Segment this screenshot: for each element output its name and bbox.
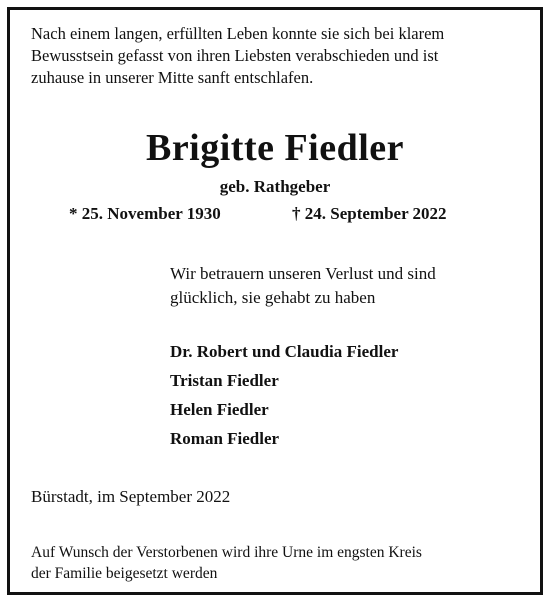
family-member: Dr. Robert und Claudia Fiedler <box>170 342 399 361</box>
birth-date: * 25. November 1930 <box>69 204 221 223</box>
death-date: † 24. September 2022 <box>292 204 447 223</box>
place-and-date: Bürstadt, im September 2022 <box>31 487 231 506</box>
mourning-line: Wir betrauern unseren Verlust und sind <box>170 264 436 283</box>
intro-text <box>31 23 526 89</box>
intro-line: zuhause in unserer Mitte sanft entschlafen. <box>31 68 314 87</box>
mourning-text <box>170 262 530 310</box>
family-member: Roman Fiedler <box>170 429 280 448</box>
note-line: der Familie beigesetzt werden <box>31 565 218 582</box>
burial-note <box>31 542 531 584</box>
maiden-name: geb. Rathgeber <box>219 177 331 196</box>
mourning-line: glücklich, sie gehabt zu haben <box>170 288 376 307</box>
obituary-notice <box>7 7 543 595</box>
intro-line: Nach einem langen, erfüllten Leben konnte sie sich bei klarem <box>31 24 445 43</box>
intro-line: Bewusstsein gefasst von ihren Liebsten verabschieden und ist <box>31 46 439 65</box>
note-line: Auf Wunsch der Verstorbenen wird ihre Urne im engsten Kreis <box>31 544 422 561</box>
family-member: Tristan Fiedler <box>170 371 279 390</box>
deceased-name: Brigitte Fiedler <box>145 127 405 169</box>
family-member: Helen Fiedler <box>170 400 269 419</box>
family-list <box>170 337 398 453</box>
